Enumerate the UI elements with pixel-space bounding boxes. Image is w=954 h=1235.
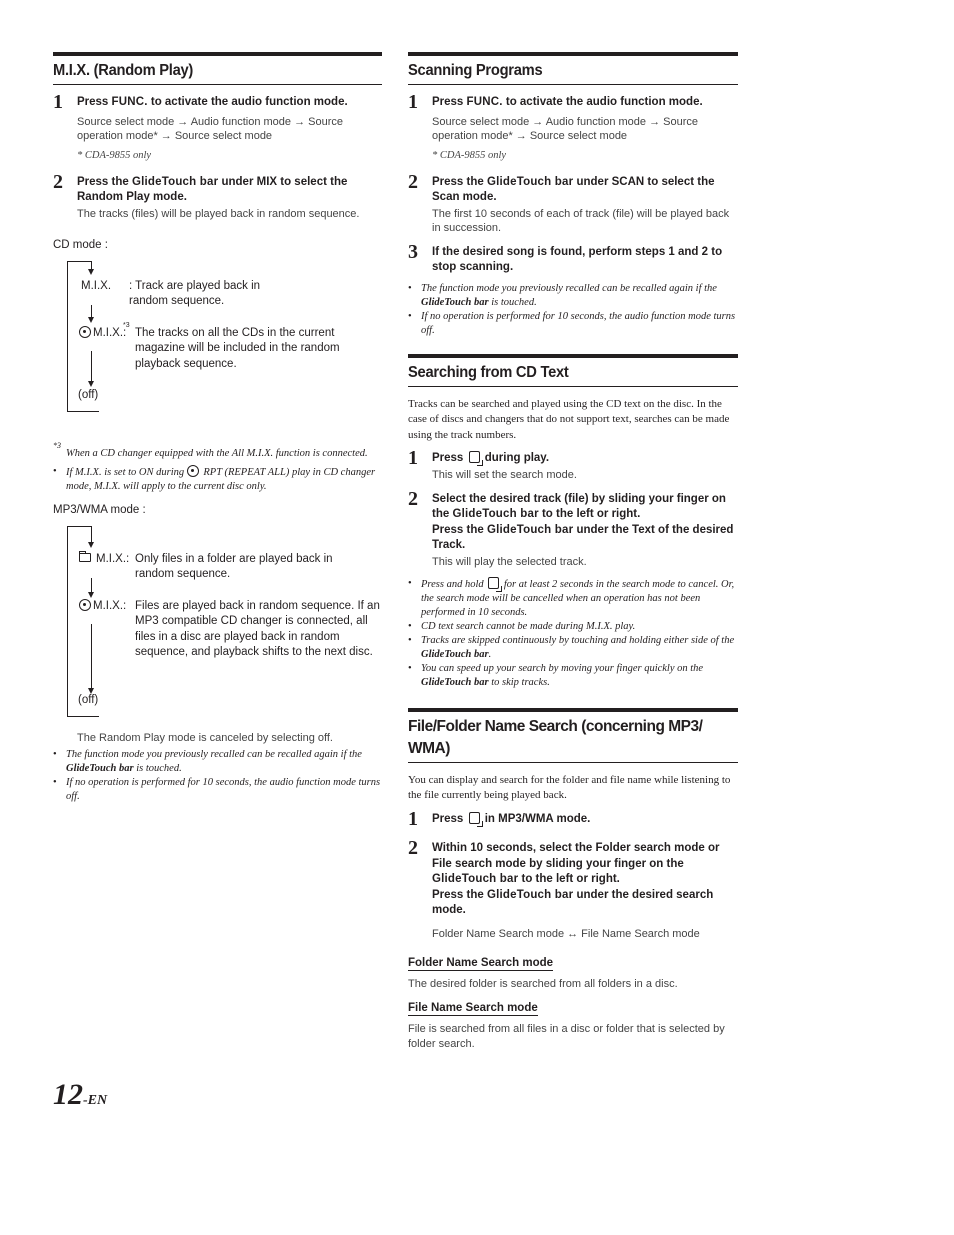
step-number: 1 [408,91,418,113]
mp3-disc-mix-label: M.I.X.: [79,599,126,615]
folder-search-heading: Folder Name Search mode [408,956,554,969]
disc-icon [79,326,91,338]
mp3-mode-label: MP3/WMA mode : [53,503,146,516]
filefolder-step-2 [408,837,738,941]
cdtext-step-2 [408,487,738,569]
file-search-heading: File Name Search mode [408,1001,538,1014]
search-button-icon [469,451,480,463]
step-number: 3 [408,240,418,263]
step-instruction: If the desired song is found, perform steps 1 and 2 to stop scanning. [432,245,723,273]
scan-step-3 [408,240,738,276]
step-instruction: Select the desired track (file) by sliding your finger on the GlideTouch bar to the left or right. Press the GlideTouch bar under the Text of the desired Track. [432,492,734,551]
cd-mix-label: M.I.X. [81,279,112,292]
cd-mode-flow-diagram [67,257,382,417]
cd-mix-desc: : Track are played back in random sequence. [129,279,261,307]
step-note: Source select mode → Audio function mode → Source operation mode* → Source select mode [432,115,698,142]
step-instruction: Press FUNC. to activate the audio function mode. [432,96,703,108]
cd-all-mix-label: M.I.X.: *3 [79,326,126,342]
section-header-filefolder [408,708,738,763]
step-note: The tracks (files) will be played back in random sequence. [77,207,360,220]
step-note: This will play the selected track. [432,555,587,568]
cancel-note: The Random Play mode is canceled by selecting off. [77,731,333,744]
scan-step-2 [408,170,738,235]
bullet-item: • CD text search cannot be made during M.I.X. play. [408,620,738,634]
step-number: 2 [408,837,418,859]
cdtext-intro: Tracks can be searched and played using the CD text on the disc. In the case of discs and changers that do not support text, searches can be made using the track numbers. [408,397,730,441]
bullet-item: • Press and hold for at least 2 seconds in the search mode to cancel. Or, the search mode will be cancelled when an operation has not been performed in 10 seconds. [408,577,738,620]
step-note: This will set the search mode. [432,468,577,481]
step-instruction: Press in MP3/WMA mode. [432,812,591,825]
mp3-disc-mix-desc: Files are played back in random sequence. If an MP3 compatible CD changer is connected, all files in a disc are played back in random sequence, and playback shifts to the next disc. [135,599,380,658]
filefolder-step-1 [408,807,738,830]
cdtext-step-1 [408,447,738,482]
scan-bullets [408,282,738,338]
footnote: *3 When a CD changer equipped with the All M.I.X. function is connected. [53,440,368,459]
bullet-item: • If no operation is performed for 10 seconds, the audio function mode turns off. [408,310,738,338]
cd-mode-label: CD mode : [53,238,108,251]
mp3-folder-mix-label: M.I.X.: [79,552,129,568]
mode-flow: Folder Name Search mode ↔ File Name Search mode [432,927,700,940]
step-instruction: Within 10 seconds, select the Folder search mode or File search mode by sliding your finger on the GlideTouch bar to the left or right. Press the GlideTouch bar under the desired search mode. [432,842,720,916]
step-number: 2 [408,170,418,193]
cd-off-label: (off) [78,388,99,401]
right-column [408,52,738,1052]
cd-all-mix-desc: The tracks on all the CDs in the current magazine will be included in the random playback sequence. [135,326,340,370]
cdtext-bullets [408,577,738,690]
step-number: 1 [408,807,418,830]
section-title: File/Folder Name Search (concerning MP3/ WMA) [408,717,703,757]
section-title: Scanning Programs [408,62,543,79]
model-note: * CDA-9855 only [432,149,507,161]
step-note: The first 10 seconds of each of track (file) will be played back in succession. [432,207,730,234]
step-number: 1 [53,91,63,113]
step-instruction: Press the GlideTouch bar under SCAN to select the Scan mode. [432,175,715,203]
bullet-item: • If M.I.X. is set to ON during RPT (REPEAT ALL) play in CD changer mode, M.I.X. will apply to the current disc only. [53,465,382,494]
section-header-mix [53,52,382,85]
folder-search-desc: The desired folder is searched from all folders in a disc. [408,977,678,990]
bullet-item: • If no operation is performed for 10 seconds, the audio function mode turns off. [53,776,382,804]
mix-bullets [53,748,382,804]
model-note: * CDA-9855 only [77,149,152,161]
step-instruction: Press FUNC. to activate the audio function mode. [77,96,348,108]
scan-step-1 [408,91,738,163]
mp3-off-label: (off) [78,693,99,706]
step-number: 1 [408,447,418,469]
disc-icon [187,465,199,477]
mp3-mode-flow-diagram [67,522,382,722]
search-button-icon [469,812,480,824]
search-button-icon [488,577,499,589]
page-number: 12-EN [53,1078,108,1111]
bullet-item: • You can speed up your search by moving your finger quickly on the GlideTouch bar to skip tracks. [408,662,738,690]
step-instruction: Press the GlideTouch bar under MIX to select the Random Play mode. [77,175,348,203]
step-instruction: Press during play. [432,452,550,464]
folder-icon [79,553,91,562]
step-number: 2 [53,170,63,193]
step-note: Source select mode → Audio function mode → Source operation mode* → Source select mode [77,115,343,142]
mp3-folder-mix-desc: Only files in a folder are played back in random sequence. [135,552,333,580]
step-number: 2 [408,487,418,510]
bullet-item: • The function mode you previously recalled can be recalled again if the GlideTouch bar is touched. [53,748,382,776]
section-title: M.I.X. (Random Play) [53,62,194,79]
bullet-item: • The function mode you previously recalled can be recalled again if the GlideTouch bar is touched. [408,282,738,310]
section-header-scan [408,52,738,85]
section-header-cdtext [408,354,738,387]
bullet-item: • Tracks are skipped continuously by touching and holding either side of the GlideTouch bar. [408,634,738,662]
section-title: Searching from CD Text [408,363,569,381]
disc-icon [79,599,91,611]
file-search-desc: File is searched from all files in a disc or folder that is selected by folder search. [408,1022,725,1050]
cd-mode-bullets [53,465,382,494]
filefolder-intro: You can display and search for the folder and file name while listening to the file currently being played back. [408,773,731,801]
mix-step-2 [53,170,382,221]
left-column [53,52,382,804]
mix-step-1 [53,91,382,163]
